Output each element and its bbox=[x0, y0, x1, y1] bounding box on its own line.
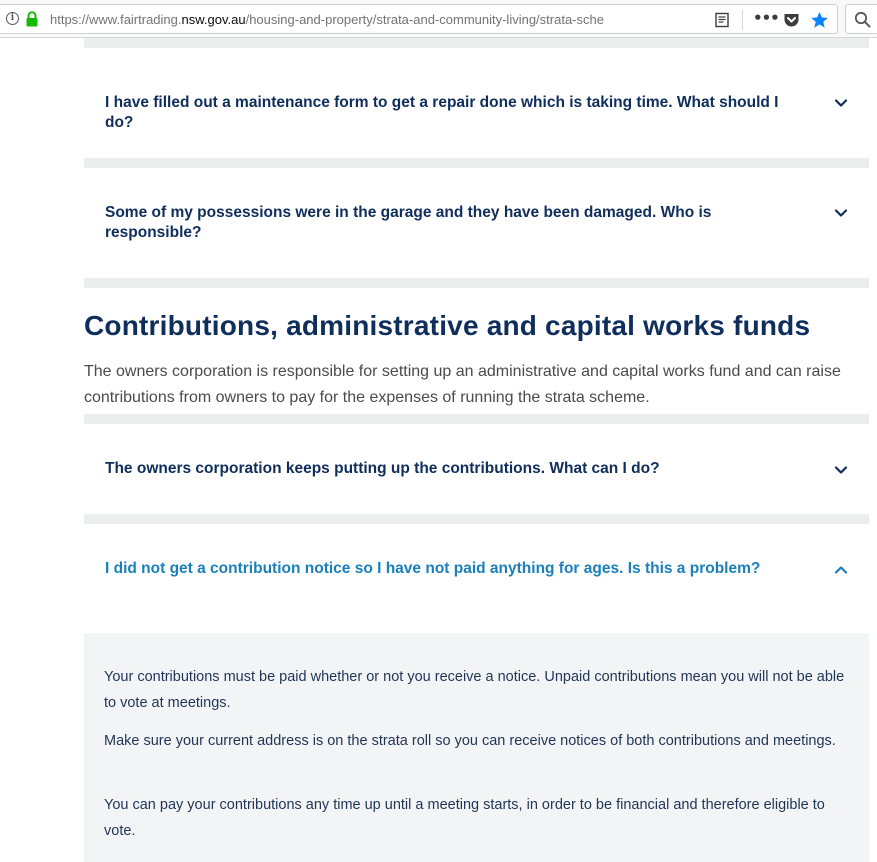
pocket-icon[interactable] bbox=[783, 12, 800, 28]
address-bar[interactable] bbox=[0, 4, 838, 34]
faq-item[interactable] bbox=[84, 414, 869, 524]
chevron-down-icon[interactable] bbox=[834, 98, 848, 108]
browser-toolbar bbox=[0, 0, 877, 38]
faq-item[interactable] bbox=[84, 168, 869, 288]
url-separator bbox=[742, 10, 743, 30]
faq-item-expanded[interactable] bbox=[84, 524, 869, 633]
answer-paragraph: Your contributions must be paid whether or not you receive a notice. Unpaid contributions mean you will not be able to vote at meetings. bbox=[104, 669, 845, 711]
answer-paragraph: You can pay your contributions any time up until a meeting starts, in order to be financial and therefore eligible to vote. bbox=[104, 797, 825, 839]
search-button[interactable] bbox=[845, 4, 877, 34]
url-fade bbox=[650, 7, 682, 31]
faq-question[interactable]: I did not get a contribution notice so I have not paid anything for ages. Is this a problem? bbox=[105, 560, 761, 577]
faq-question[interactable]: The owners corporation keeps putting up the contributions. What can I do? bbox=[105, 460, 660, 477]
faq-item[interactable] bbox=[84, 38, 869, 168]
url-text[interactable]: https://www.fairtrading.nsw.gov.au/housing-and-property/strata-and-community-living/strata-sche bbox=[50, 12, 604, 27]
lock-icon[interactable] bbox=[25, 11, 39, 27]
chevron-up-icon[interactable] bbox=[834, 565, 848, 575]
section-description: The owners corporation is responsible for setting up an administrative and capital works fund and can raise contributions from owners to pay for the expenses of running the strata scheme. bbox=[84, 363, 841, 406]
faq-answer-panel bbox=[84, 633, 869, 862]
answer-paragraph: Make sure your current address is on the strata roll so you can receive notices of both contributions and meetings. bbox=[104, 733, 836, 749]
section-title: Contributions, administrative and capital works funds bbox=[84, 310, 811, 341]
search-icon bbox=[854, 11, 871, 28]
info-icon[interactable]: i bbox=[6, 12, 19, 25]
faq-question[interactable]: Some of my possessions were in the garage and they have been damaged. Who is responsible? bbox=[105, 204, 712, 241]
more-icon[interactable]: ••• bbox=[753, 9, 779, 27]
bookmark-star-icon[interactable] bbox=[810, 11, 829, 29]
faq-question[interactable]: I have filled out a maintenance form to get a repair done which is taking time. What should I do? bbox=[105, 94, 779, 131]
reader-view-icon[interactable] bbox=[714, 12, 730, 28]
chevron-down-icon[interactable] bbox=[834, 465, 848, 475]
chevron-down-icon[interactable] bbox=[834, 208, 848, 218]
